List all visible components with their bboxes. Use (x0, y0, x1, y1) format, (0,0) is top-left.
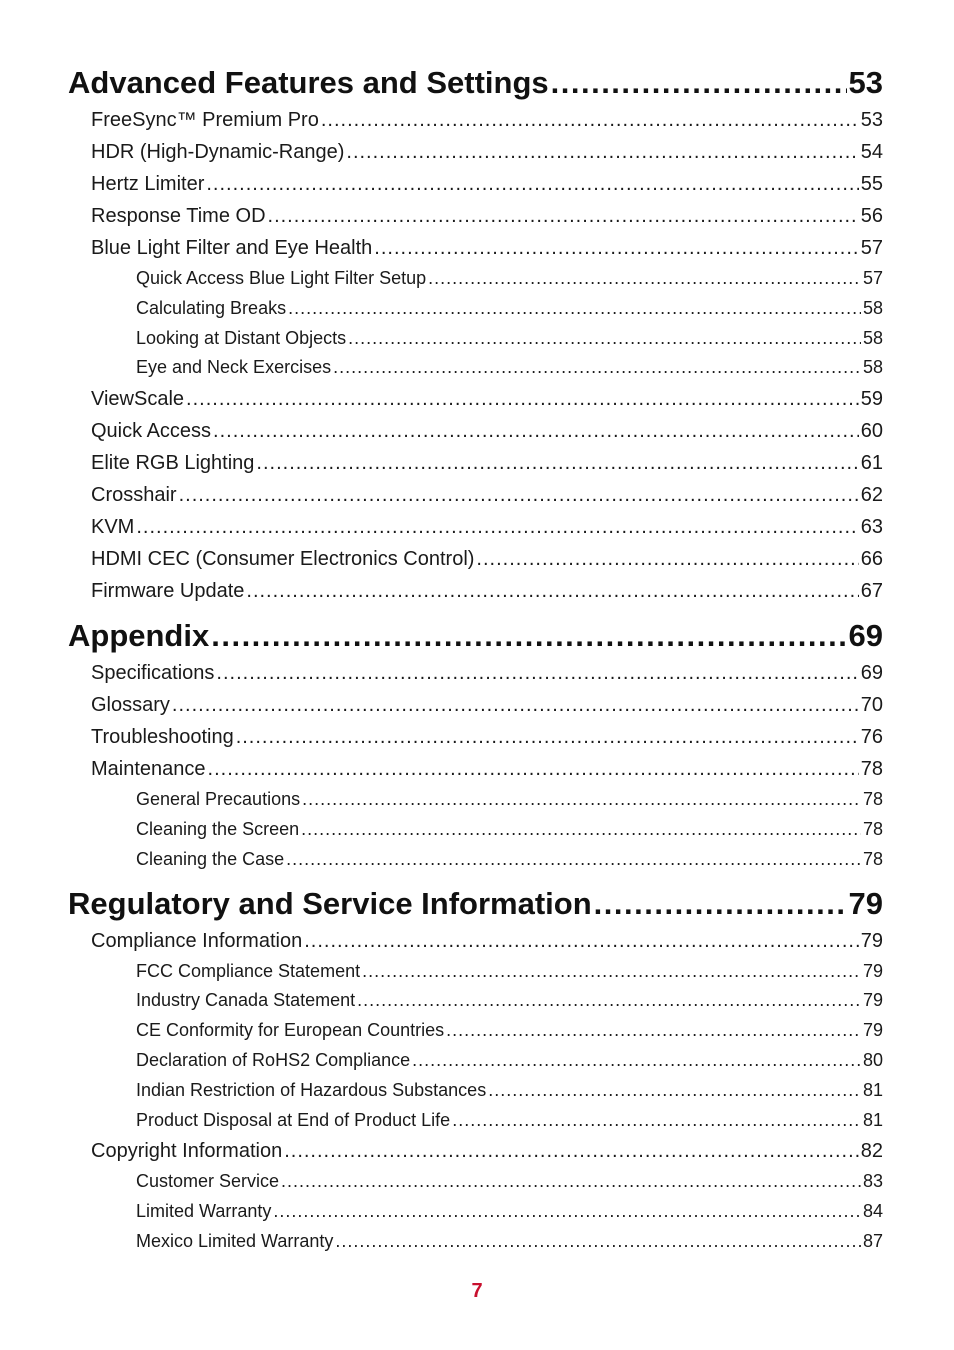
toc-entry-page: 58 (862, 357, 883, 378)
toc-entry[interactable] (68, 136, 883, 168)
toc-entry-title: Indian Restriction of Hazardous Substances (136, 1079, 487, 1100)
toc-entry-page: 79 (860, 929, 883, 952)
toc-entry-page: 55 (860, 173, 883, 195)
toc-entry-page: 54 (860, 141, 883, 163)
toc-entry-page: 76 (860, 726, 883, 749)
toc-entry-page: 79 (862, 960, 883, 981)
toc-entry[interactable] (68, 232, 883, 264)
toc-entry-title: Customer Service (136, 1171, 280, 1192)
toc-entry-title: HDMI CEC (Consumer Electronics Control) (91, 548, 475, 571)
toc-entry-page: 53 (860, 109, 883, 131)
dot-leader (412, 1046, 861, 1076)
dot-leader (206, 168, 858, 200)
toc-entry[interactable] (68, 925, 883, 957)
dot-leader (211, 615, 846, 657)
toc-entry-page: 78 (860, 758, 883, 781)
toc-entry-page: 81 (862, 1079, 883, 1100)
dot-leader (284, 1135, 859, 1167)
toc-subentry[interactable] (68, 324, 883, 354)
toc-entry-page: 59 (860, 388, 883, 411)
toc-entry-title: General Precautions (136, 789, 301, 810)
table-of-contents (68, 62, 883, 1257)
dot-leader (335, 1227, 861, 1257)
dot-leader (321, 104, 859, 136)
dot-leader (452, 1106, 861, 1136)
toc-entry-page: 63 (860, 516, 883, 539)
toc-entry-title: Quick Access Blue Light Filter Setup (136, 268, 427, 288)
dot-leader (273, 1197, 861, 1227)
dot-leader (281, 1167, 861, 1197)
toc-subentry[interactable] (68, 986, 883, 1016)
dot-leader (428, 264, 861, 294)
dot-leader (179, 479, 859, 511)
toc-entry-title: FreeSync™ Premium Pro (91, 109, 319, 131)
toc-entry-page: 87 (862, 1230, 883, 1251)
toc-entry-page: 53 (848, 65, 883, 100)
toc-entry-title: ViewScale (91, 388, 185, 411)
toc-entry-title: Maintenance (91, 758, 206, 781)
toc-entry-title: CE Conformity for European Countries (136, 1020, 445, 1041)
toc-entry-page: 78 (862, 789, 883, 810)
toc-entry-title: Limited Warranty (136, 1201, 272, 1222)
toc-entry[interactable] (68, 104, 883, 136)
toc-entry-page: 60 (860, 420, 883, 443)
toc-subentry[interactable] (68, 845, 883, 875)
toc-subentry[interactable] (68, 294, 883, 324)
toc-entry[interactable] (68, 753, 883, 785)
dot-leader (551, 62, 847, 104)
toc-subentry[interactable] (68, 957, 883, 987)
toc-entry-page: 61 (860, 452, 883, 475)
dot-leader (362, 957, 861, 987)
toc-entry[interactable] (68, 447, 883, 479)
dot-leader (172, 689, 859, 721)
toc-entry-page: 78 (862, 848, 883, 869)
toc-entry-title: Quick Access (91, 420, 212, 443)
toc-entry[interactable] (68, 511, 883, 543)
toc-entry[interactable] (68, 721, 883, 753)
dot-leader (488, 1076, 861, 1106)
toc-entry[interactable] (68, 168, 883, 200)
toc-section-heading[interactable] (68, 615, 883, 657)
toc-entry-title: Firmware Update (91, 580, 245, 603)
toc-entry-title: Cleaning the Case (136, 848, 285, 869)
toc-entry-page: 57 (862, 268, 883, 288)
toc-entry-title: Cleaning the Screen (136, 818, 300, 839)
toc-entry[interactable] (68, 200, 883, 232)
toc-entry-page: 56 (860, 205, 883, 227)
dot-leader (236, 721, 859, 753)
toc-subentry[interactable] (68, 1016, 883, 1046)
toc-entry-page: 62 (860, 484, 883, 507)
toc-entry[interactable] (68, 575, 883, 607)
toc-entry-title: Product Disposal at End of Product Life (136, 1109, 451, 1130)
toc-entry-title: Appendix (68, 618, 210, 654)
toc-subentry[interactable] (68, 1227, 883, 1257)
toc-entry[interactable] (68, 1135, 883, 1167)
toc-section-heading[interactable] (68, 883, 883, 925)
dot-leader (208, 753, 859, 785)
dot-leader (216, 657, 858, 689)
toc-subentry[interactable] (68, 264, 883, 294)
toc-entry-title: Eye and Neck Exercises (136, 357, 332, 378)
toc-entry[interactable] (68, 657, 883, 689)
toc-entry-title: Looking at Distant Objects (136, 327, 347, 348)
toc-subentry[interactable] (68, 1046, 883, 1076)
toc-entry-title: Advanced Features and Settings (68, 65, 549, 100)
dot-leader (302, 785, 861, 815)
toc-subentry[interactable] (68, 815, 883, 845)
dot-leader (256, 447, 858, 479)
toc-entry-title: Mexico Limited Warranty (136, 1230, 334, 1251)
dot-leader (286, 845, 861, 875)
toc-subentry[interactable] (68, 785, 883, 815)
toc-entry-title: Compliance Information (91, 929, 303, 952)
toc-entry-title: Specifications (91, 662, 215, 685)
dot-leader (594, 883, 847, 925)
dot-leader (268, 200, 859, 232)
toc-entry-page: 79 (862, 1020, 883, 1041)
toc-entry[interactable] (68, 383, 883, 415)
toc-entry[interactable] (68, 543, 883, 575)
toc-section-heading[interactable] (68, 62, 883, 104)
toc-entry-title: Elite RGB Lighting (91, 452, 255, 475)
toc-entry-title: Glossary (91, 694, 170, 717)
toc-entry-page: 84 (862, 1201, 883, 1222)
toc-entry[interactable] (68, 689, 883, 721)
toc-entry-page: 66 (860, 548, 883, 571)
toc-entry-title: Troubleshooting (91, 726, 234, 749)
toc-entry-page: 57 (860, 237, 883, 259)
dot-leader (213, 415, 859, 447)
toc-entry-title: Copyright Information (91, 1140, 283, 1163)
dot-leader (136, 511, 858, 543)
toc-entry-title: Industry Canada Statement (136, 990, 356, 1011)
dot-leader (301, 815, 861, 845)
dot-leader (246, 575, 858, 607)
dot-leader (346, 136, 858, 168)
toc-entry-title: Crosshair (91, 484, 177, 507)
toc-entry-page: 69 (860, 662, 883, 685)
toc-entry-page: 69 (848, 618, 883, 654)
toc-subentry[interactable] (68, 1197, 883, 1227)
toc-subentry[interactable] (68, 1167, 883, 1197)
toc-entry-title: Calculating Breaks (136, 297, 287, 318)
toc-entry-page: 79 (848, 885, 883, 921)
toc-entry-page: 58 (862, 327, 883, 348)
toc-entry-page: 70 (860, 694, 883, 717)
toc-entry-page: 82 (860, 1140, 883, 1163)
toc-entry-title: Blue Light Filter and Eye Health (91, 237, 373, 259)
toc-entry[interactable] (68, 415, 883, 447)
toc-subentry[interactable] (68, 1076, 883, 1106)
toc-entry-title: Declaration of RoHS2 Compliance (136, 1049, 411, 1070)
dot-leader (357, 986, 861, 1016)
toc-entry-title: HDR (High-Dynamic-Range) (91, 141, 345, 163)
dot-leader (186, 383, 859, 415)
toc-entry-page: 78 (862, 818, 883, 839)
dot-leader (446, 1016, 861, 1046)
toc-entry-title: FCC Compliance Statement (136, 960, 361, 981)
dot-leader (333, 353, 861, 383)
toc-entry-page: 67 (860, 580, 883, 603)
dot-leader (476, 543, 858, 575)
toc-subentry[interactable] (68, 1106, 883, 1136)
toc-subentry[interactable] (68, 353, 883, 383)
dot-leader (288, 294, 861, 324)
toc-entry-title: KVM (91, 516, 135, 539)
toc-entry-page: 81 (862, 1109, 883, 1130)
toc-entry-page: 58 (862, 297, 883, 318)
dot-leader (374, 232, 858, 264)
toc-entry-page: 83 (862, 1171, 883, 1192)
toc-entry-title: Hertz Limiter (91, 173, 205, 195)
toc-entry[interactable] (68, 479, 883, 511)
page-number: 7 (471, 1280, 483, 1302)
dot-leader (304, 925, 859, 957)
dot-leader (348, 324, 861, 354)
toc-entry-page: 80 (862, 1049, 883, 1070)
toc-entry-page: 79 (862, 990, 883, 1011)
toc-entry-title: Regulatory and Service Information (68, 885, 592, 921)
toc-entry-title: Response Time OD (91, 205, 266, 227)
